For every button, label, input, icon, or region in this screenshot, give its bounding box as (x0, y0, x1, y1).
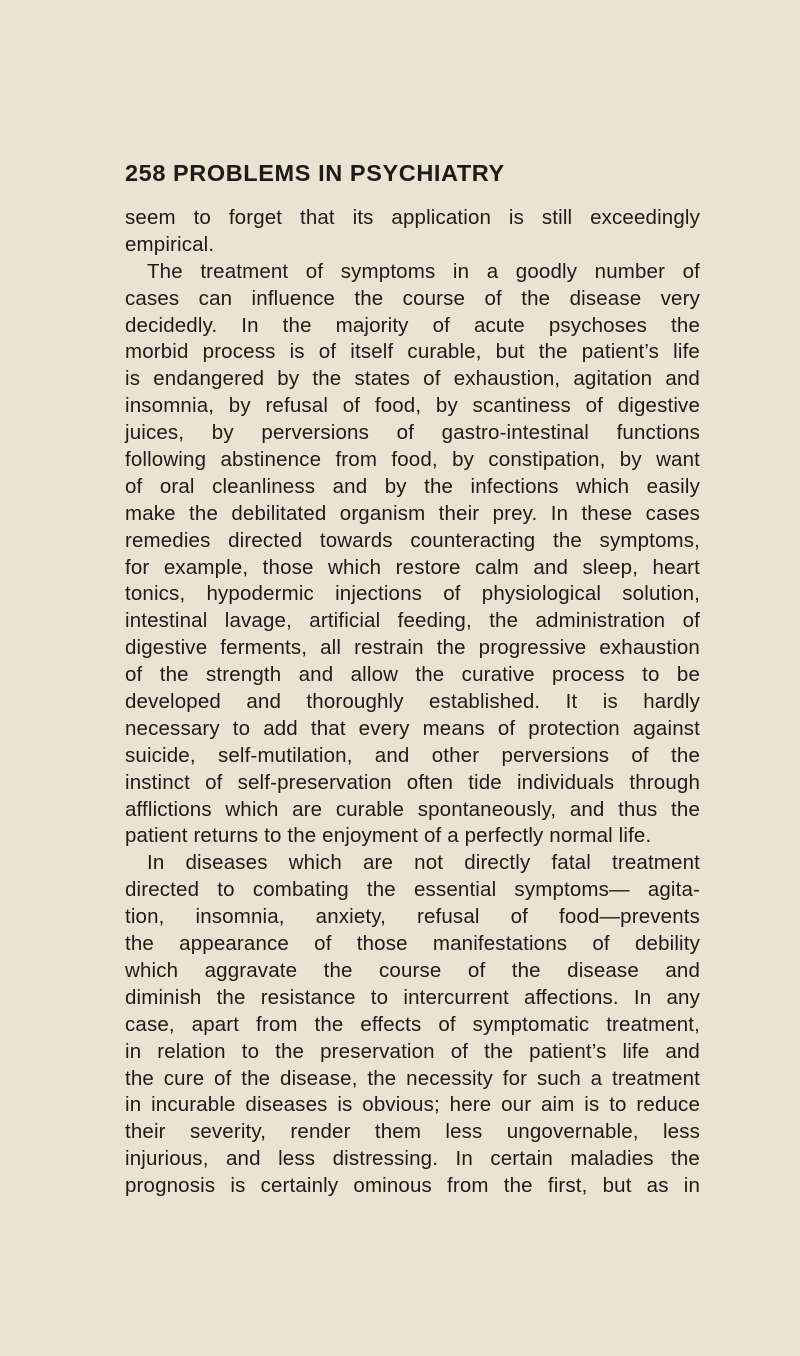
text-line: insomnia, by refusal of food, by scantiness of digestive (125, 394, 700, 418)
text-line: decidedly. In the majority of acute psychoses the (125, 313, 700, 337)
text-line: tonics, hypodermic injections of physiological solution, (125, 582, 700, 606)
text-line: in relation to the preservation of the patient’s life and (125, 1039, 700, 1063)
text-line: case, apart from the effects of symptomatic treatment, (125, 1012, 700, 1036)
text-line: prognosis is certainly ominous from the first, but as in (125, 1174, 700, 1198)
text-line: following abstinence from food, by constipation, by want (125, 448, 700, 472)
text-line: juices, by perversions of gastro-intestinal functions (125, 421, 700, 445)
body-text (125, 205, 700, 1200)
text-line: instinct of self-preservation often tide individuals through (125, 770, 700, 794)
text-line: for example, those which restore calm and sleep, heart (125, 555, 700, 579)
page-number: 258 (125, 160, 167, 186)
text-line: in incurable diseases is obvious; here our aim is to reduce (125, 1093, 700, 1117)
text-line: remedies directed towards counteracting the symptoms, (125, 528, 700, 552)
text-line: tion, insomnia, anxiety, refusal of food—prevents (125, 905, 700, 929)
text-line: digestive ferments, all restrain the progressive exhaustion (125, 636, 700, 660)
text-line: which aggravate the course of the disease and (125, 958, 700, 982)
text-line: diminish the resistance to intercurrent affections. In any (125, 985, 700, 1009)
text-line: is endangered by the states of exhaustion, agitation and (125, 367, 700, 391)
text-line: In diseases which are not directly fatal treatment (147, 851, 700, 875)
text-line: necessary to add that every means of protection against (125, 716, 700, 740)
text-line: the appearance of those manifestations of debility (125, 932, 700, 956)
text-line: patient returns to the enjoyment of a perfectly normal life. (125, 824, 652, 848)
text-line: afflictions which are curable spontaneously, and thus the (125, 797, 700, 821)
running-head (125, 160, 725, 192)
text-line: empirical. (125, 232, 215, 256)
running-title: PROBLEMS IN PSYCHIATRY (173, 160, 505, 186)
text-line: seem to forget that its application is still exceedingly (125, 206, 700, 229)
text-line: their severity, render them less ungovernable, less (125, 1120, 700, 1144)
text-line: the cure of the disease, the necessity for such a treatment (125, 1066, 700, 1090)
text-line: morbid process is of itself curable, but the patient’s life (125, 340, 700, 364)
text-line: injurious, and less distressing. In certain maladies the (125, 1147, 700, 1171)
text-line: cases can influence the course of the disease very (125, 286, 700, 310)
text-line: make the debilitated organism their prey. In these cases (125, 501, 700, 525)
text-line: The treatment of symptoms in a goodly number of (147, 259, 700, 283)
text-line: suicide, self-mutilation, and other perversions of the (125, 743, 700, 767)
text-line: of oral cleanliness and by the infections which easily (125, 474, 700, 498)
text-line: developed and thoroughly established. It is hardly (125, 690, 700, 714)
text-line: intestinal lavage, artificial feeding, the administration of (125, 609, 700, 633)
text-line: directed to combating the essential symptoms— agita- (125, 878, 700, 902)
text-line: of the strength and allow the curative process to be (125, 663, 700, 687)
